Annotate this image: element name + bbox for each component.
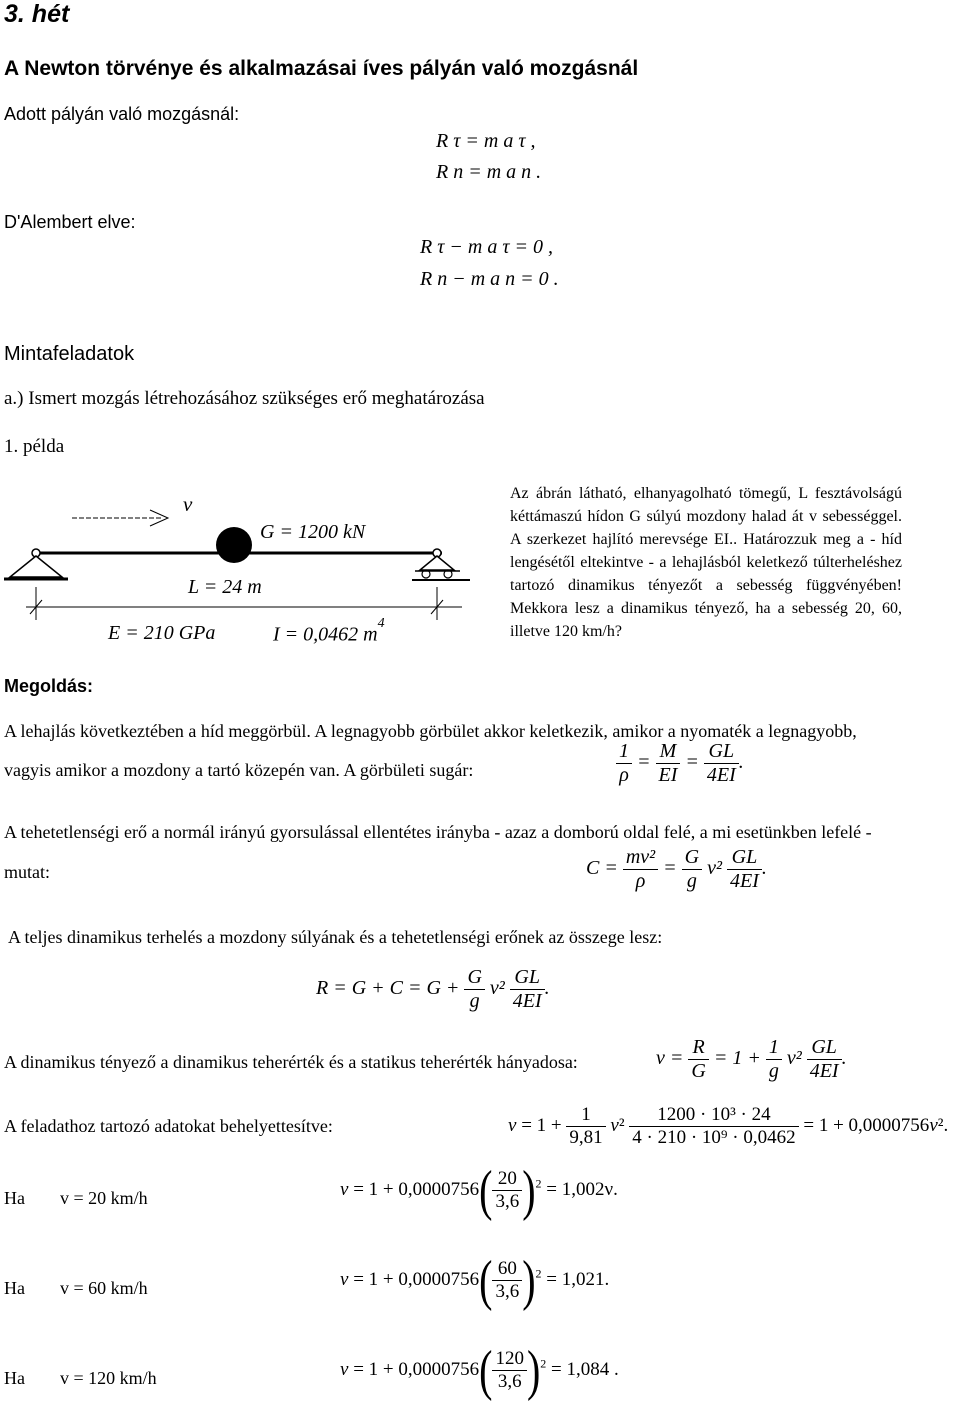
paragraph-curvature-2: vagyis amikor a mozdony a tartó közepén van. A görbületi sugár: <box>4 760 474 780</box>
equation-dynamic-factor: ν = $\frac{R}{G}$ = 1 + $\frac{1}{g}$ v² $\frac{GL}{4EI}$ . <box>656 1036 847 1082</box>
equation-tangential: R τ = m a τ , <box>436 130 536 152</box>
paragraph-inertia-force: A tehetetlenségi erő a normál irányú gyorsulással ellentétes irányba - azaz a domború oldal felé, a mi esetünkben lefelé - <box>4 822 872 842</box>
page-title: A Newton törvénye és alkalmazásai íves pályán való mozgásnál <box>4 57 639 80</box>
dalembert-label: D'Alembert elve: <box>4 212 136 232</box>
solution-label: Megoldás: <box>4 676 94 696</box>
equation-curvature: $\frac{1}{\rho}$ = $\frac{M}{EI}$ = $\frac{GL}{4EI}$ . <box>616 740 744 787</box>
section-subheading: a.) Ismert mozgás létrehozásához szükséges erő meghatározása <box>4 388 485 409</box>
example-label: 1. példa <box>4 436 65 457</box>
inertia-label: I = 0,0462 $m^4$ <box>273 616 385 646</box>
paragraph-curvature: A lehajlás következtében a híd meggörbül. A legnagyobb görbület akkor keletkezik, amikor a nyomaték a legnagyobb, <box>4 721 857 741</box>
paragraph-total-load: A teljes dinamikus terhelés a mozdony súlyának és a tehetetlenségi erőnek az összege lesz: <box>8 927 663 947</box>
right-support <box>420 556 454 570</box>
velocity-label: v <box>183 492 193 516</box>
bridge-diagram <box>0 490 480 660</box>
paragraph-dynamic-factor: A dinamikus tényező a dinamikus teherérték és a statikus teherérték hányadosa: <box>4 1052 578 1072</box>
paragraph-inertia-force-2: mutat: <box>4 862 50 882</box>
locomotive-load <box>216 527 252 563</box>
span-label: L = 24 m <box>188 576 262 598</box>
left-support <box>10 556 62 577</box>
equation-dalembert-normal: R n − m a n = 0 . <box>420 268 559 290</box>
paragraph-substitution: A feladathoz tartozó adatokat behelyettesítve: <box>4 1116 333 1136</box>
section-heading: Mintafeladatok <box>4 343 135 365</box>
week-title: 3. hét <box>4 0 70 28</box>
equation-dalembert-tangential: R τ − m a τ = 0 , <box>420 236 553 258</box>
equation-total-load: R = G + C = G + $\frac{G}{g}$ v² $\frac{GL}{4EI}$ . <box>316 966 550 1012</box>
equation-normal: R n = m a n . <box>436 161 542 183</box>
modulus-label: E = 210 GPa <box>108 622 216 644</box>
given-path-label: Adott pályán való mozgásnál: <box>4 104 240 124</box>
equation-substitution: ν = 1 + $\frac{1}{9,81}$ v² $\frac{\text{1200 · 10³ · 24}}{\text{4 · 210 · 10⁹ · 0,0462}}$ = 1 + 0,0000756v². <box>508 1104 949 1148</box>
load-label: G = 1200 kN <box>260 521 366 543</box>
problem-text: Az ábrán látható, elhanyagolható tömegű, L fesztávolságú kéttámaszú hídon G súlyú mozdony halad át v sebességgel. A szerkezet hajlító merevsége EI.. Határozzuk meg a - híd lengésétől eltekintve - a lehajlásból keletkező túlterheléshez tartozó dinamikus tényezőt a sebesség függvényében! Mekkora lesz a dinamikus tényező, ha a sebesség 20, 60, illetve 120 km/h? <box>510 485 902 640</box>
equation-inertia-force: C = $\frac{\text{mv²}}{\rho}$ = $\frac{G}{g}$ v² $\frac{GL}{4EI}$ . <box>586 846 767 892</box>
